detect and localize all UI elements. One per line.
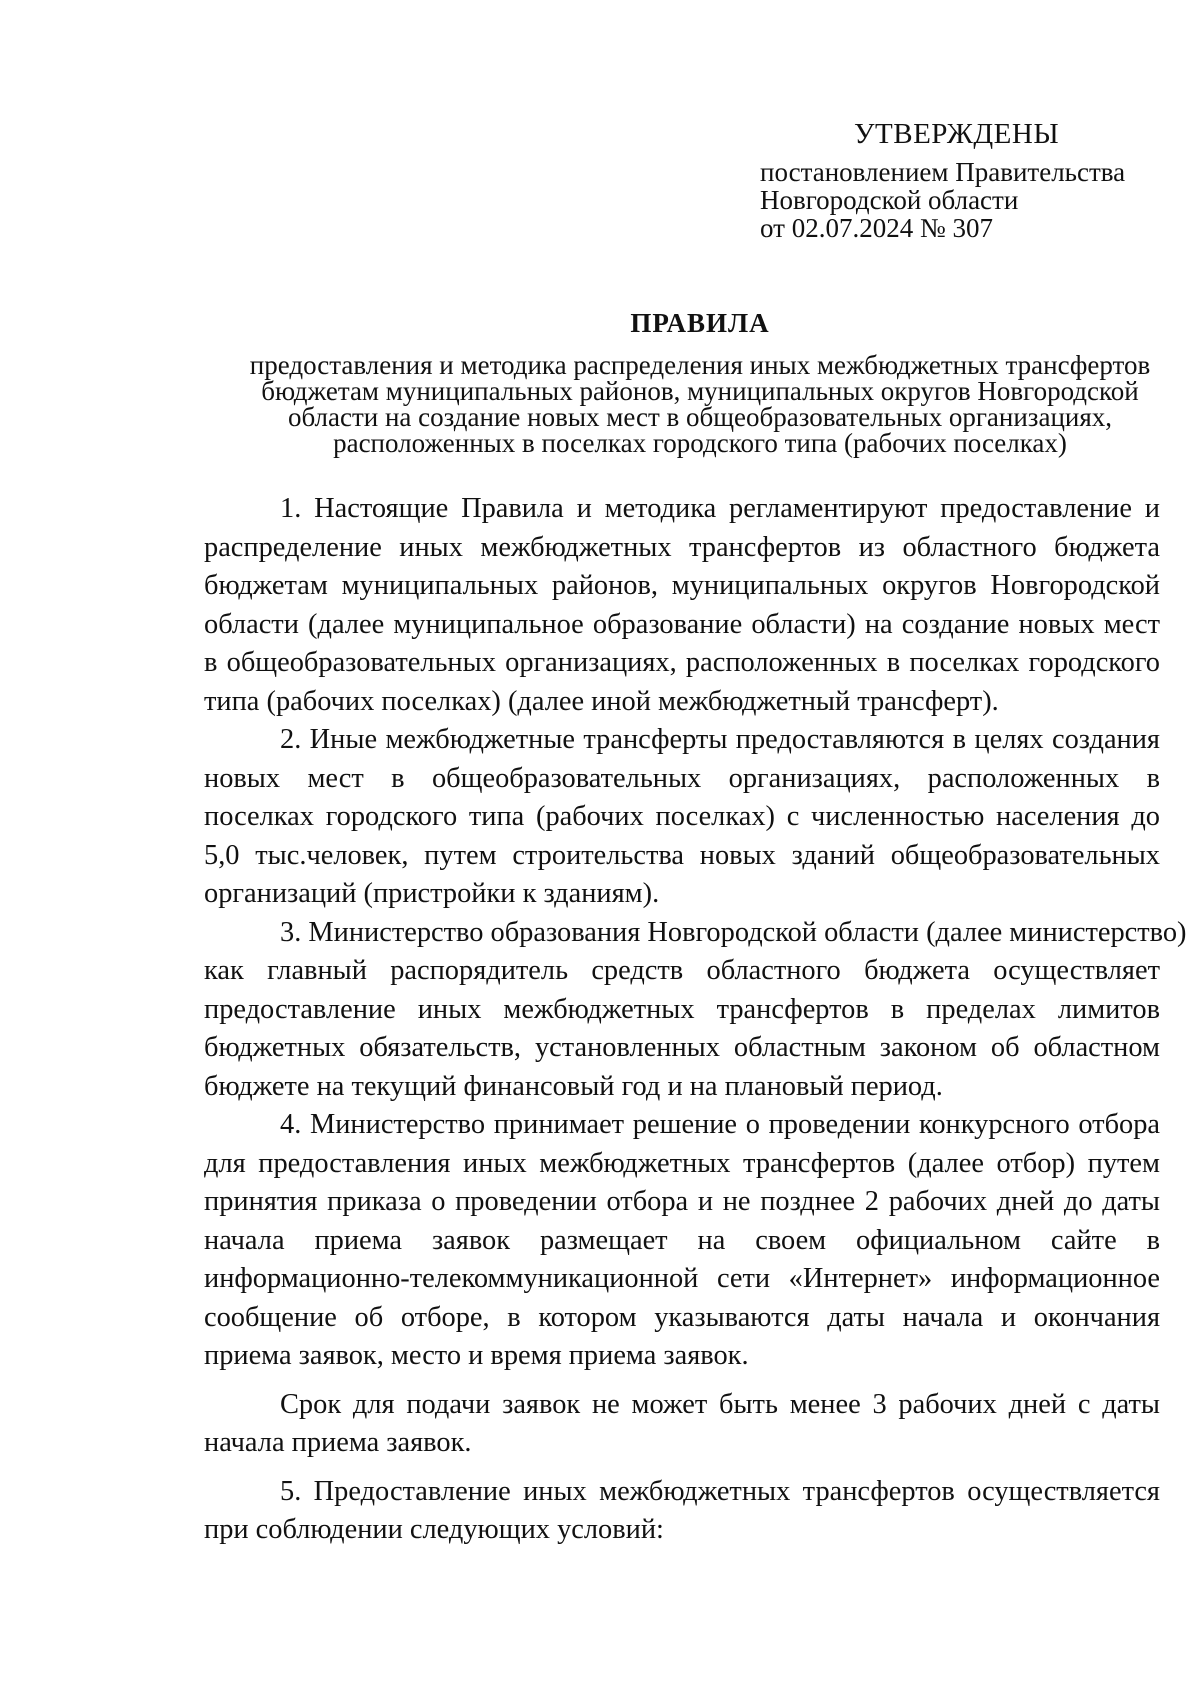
text-line: Срок для подачи заявок не может быть менее 3 рабочих дней с даты bbox=[280, 1388, 1160, 1420]
text-line: 5. Предоставление иных межбюджетных трансфертов осуществляется bbox=[280, 1475, 1160, 1507]
text-line: типа (рабочих поселках) (далее иной межбюджетный трансферт). bbox=[204, 685, 999, 717]
text-line: предоставление иных межбюджетных трансфертов в пределах лимитов bbox=[204, 993, 1160, 1025]
text-line: сообщение об отборе, в котором указываются даты начала и окончания bbox=[204, 1301, 1160, 1333]
paragraph-2 bbox=[204, 721, 1160, 914]
text-line: 2. Иные межбюджетные трансферты предоставляются в целях создания bbox=[280, 724, 1160, 755]
approval-title: УТВЕРЖДЕНЫ bbox=[854, 118, 1060, 150]
paragraph-5 bbox=[204, 1473, 1160, 1550]
subtitle-line: области на создание новых мест в общеобразовательных организациях, bbox=[287, 402, 1113, 432]
text-line: 4. Министерство принимает решение о проведении конкурсного отбора bbox=[280, 1109, 1160, 1140]
subtitle-line: предоставления и методика распределения иных межбюджетных трансфертов bbox=[249, 350, 1151, 380]
text-line: начала приема заявок размещает на своем официальном сайте в bbox=[204, 1224, 1160, 1256]
approval-line: от 02.07.2024 № 307 bbox=[760, 213, 993, 243]
text-line: бюджетных обязательств, установленных областным законом об областном bbox=[204, 1032, 1160, 1063]
subtitle-line: бюджетам муниципальных районов, муниципальных округов Новгородской bbox=[261, 376, 1139, 406]
text-line: организаций (пристройки к зданиям). bbox=[204, 878, 660, 909]
paragraph-1 bbox=[204, 490, 1160, 721]
text-line: для предоставления иных межбюджетных трансфертов (далее отбор) путем bbox=[204, 1147, 1160, 1179]
paragraph-4 bbox=[204, 1106, 1160, 1376]
text-line: 5,0 тыс.человек, путем строительства новых зданий общеобразовательных bbox=[204, 839, 1160, 871]
paragraph-3 bbox=[204, 914, 1187, 1107]
text-line: бюджетам муниципальных районов, муниципальных округов Новгородской bbox=[204, 570, 1160, 601]
paragraph-4-deadline bbox=[204, 1386, 1160, 1463]
text-line: 1. Настоящие Правила и методика регламентируют предоставление и bbox=[280, 493, 1160, 524]
text-line: бюджете на текущий финансовый год и на плановый период. bbox=[204, 1070, 943, 1102]
text-line: 3. Министерство образования Новгородской области (далее министерство) bbox=[280, 916, 1187, 948]
approval-stamp bbox=[760, 120, 1160, 242]
text-line: принятия приказа о проведении отбора и не позднее 2 рабочих дней до даты bbox=[204, 1186, 1160, 1217]
text-line: как главный распорядитель средств областного бюджета осуществляет bbox=[204, 955, 1160, 986]
text-line: информационно-телекоммуникационной сети «Интернет» информационное bbox=[204, 1263, 1160, 1294]
text-line: поселках городского типа (рабочих поселках) с численностью населения до bbox=[204, 801, 1160, 832]
text-line: распределение иных межбюджетных трансфертов из областного бюджета bbox=[204, 531, 1160, 563]
document-subtitle bbox=[200, 352, 1200, 456]
text-line: новых мест в общеобразовательных организациях, расположенных в bbox=[204, 762, 1160, 794]
document-body bbox=[204, 490, 1187, 1550]
text-line: начала приема заявок. bbox=[204, 1427, 472, 1458]
approval-line: Новгородской области bbox=[760, 185, 1019, 215]
text-line: приема заявок, место и время приема заявок. bbox=[204, 1340, 749, 1371]
text-line: в общеобразовательных организациях, расположенных в поселках городского bbox=[204, 647, 1160, 678]
document-title: ПРАВИЛА bbox=[630, 308, 770, 338]
subtitle-line: расположенных в поселках городского типа (рабочих поселках) bbox=[333, 428, 1067, 458]
text-line: области (далее муниципальное образование области) на создание новых мест bbox=[204, 608, 1160, 640]
text-line: при соблюдении следующих условий: bbox=[204, 1514, 664, 1545]
approval-line: постановлением Правительства bbox=[760, 157, 1126, 187]
